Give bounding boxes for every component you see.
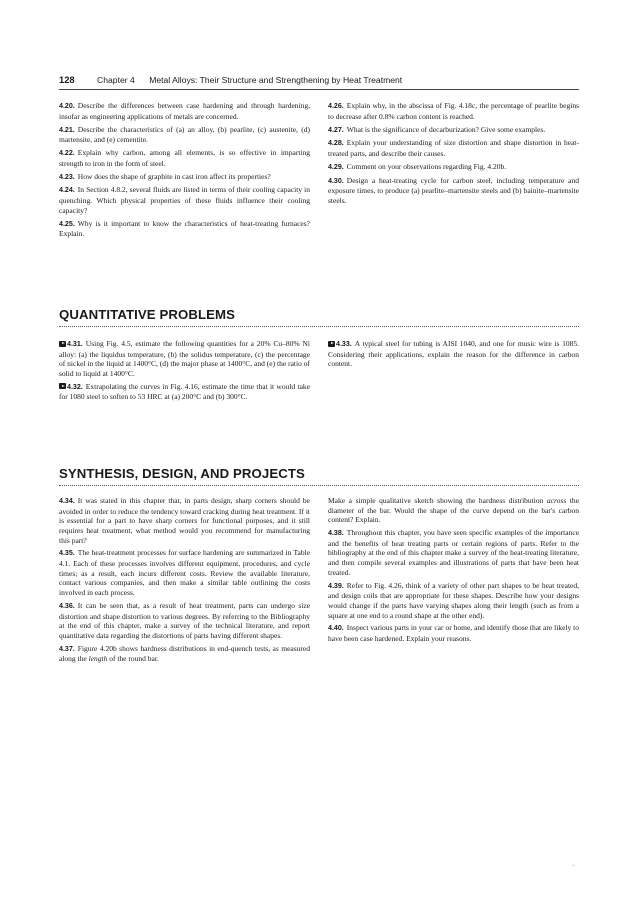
synthesis-right-column (328, 496, 579, 667)
problem-4-22: 4.22. Explain why carbon, among all elements, is so effective in imparting strength to iron in the form of steel. (59, 148, 310, 168)
problem-4-26: 4.26. Explain why, in the abscissa of Fig. 4.18c, the percentage of pearlite begins to decrease after 0.8% carbon content is reached. (328, 101, 579, 121)
problem-4-37-continued: Make a simple qualitative sketch showing the hardness distribution across the diameter of the bar. Would the shape of the curve depend on the bar's carbon content? Explain. (328, 496, 579, 525)
problem-4-30: 4.30. Design a heat-treating cycle for carbon steel, including temperature and exposure times, to produce (a) pearlite–martensite steels and (b) bainite–martensite steels. (328, 175, 579, 205)
section-rule-synthesis (59, 485, 579, 486)
problem-4-37: 4.37. Figure 4.20b shows hardness distributions in end-quench tests, as measured along the length of the round bar. (59, 643, 310, 664)
page-number: 128 (59, 74, 75, 85)
chapter-title: Metal Alloys: Their Structure and Strengthening by Heat Treatment (149, 75, 403, 85)
problem-4-28: 4.28. Explain your understanding of size distortion and shape distortion in heat-treated parts, and describe their causes. (328, 138, 579, 158)
synthesis-problems (59, 496, 579, 667)
chapter-label: Chapter 4 (97, 75, 135, 85)
video-icon (328, 341, 335, 347)
problem-4-20: 4.20. Describe the differences between case hardening and through hardening, insofar as engineering applications of metals are concerned. (59, 101, 310, 121)
section-title-synthesis: SYNTHESIS, DESIGN, AND PROJECTS (59, 466, 305, 481)
problem-4-33: 4.33. A typical steel for tubing is AISI 1040, and one for music wire is 1085. Considering their applications, explain the reason for the difference in carbon content. (328, 339, 579, 369)
problem-4-35: 4.35. The heat-treatment processes for surface hardening are summarized in Table 4.1. Each of these processes involves different equipment, procedures, and cycle times; as a result, each incurs different costs. Review the available literature, contact various companies, and then make a similar table outlining the costs involved in each process. (59, 548, 310, 598)
quantitative-left-column (59, 339, 310, 405)
section-rule-quantitative (59, 326, 579, 327)
video-icon (59, 383, 66, 389)
problem-4-34: 4.34. It was stated in this chapter that, in parts design, sharp corners should be avoided in order to reduce the tendency toward cracking during heat treatment. If it is essential for a part to have sharp corners for functional purposes, and it still requires heat treatment, what method would you recommend for manufacturing this part? (59, 496, 310, 545)
synthesis-left-column (59, 496, 310, 667)
problem-4-23: 4.23. How does the shape of graphite in cast iron affect its properties? (59, 171, 271, 181)
problem-4-27: 4.27. What is the significance of decarburization? Give some examples. (328, 124, 546, 134)
page-mark: · (572, 862, 575, 870)
problem-4-39: 4.39. Refer to Fig. 4.26, think of a variety of other part shapes to be heat treated, and design coils that are appropriate for these shapes. Describe how your designs would change if the parts have varying shapes along their length (such as from a square at one end to a round shape at the other end). (328, 580, 579, 620)
problem-4-38: 4.38. Throughout this chapter, you have seen specific examples of the importance and the benefits of heat treating parts or certain regions of parts. Refer to the bibliography at the end of this chapter make a survey of the heat-treating literature, and then compile several examples and illustrations of parts that have been heat treated. (328, 528, 579, 577)
problem-4-32: 4.32. Extrapolating the curves in Fig. 4.16, estimate the time that it would take for 1080 steel to soften to 53 HRC at (a) 200°C and (b) 300°C. (59, 381, 310, 402)
problem-4-36: 4.36. It can be seen that, as a result of heat treatment, parts can undergo size distortion and shape distortion to various degrees. By referring to the Bibliography at the end of this chapter, make a survey of the technical literature, and report quantitative data regarding the distortions of parts having different shapes. (59, 600, 310, 640)
review-left-column (59, 101, 310, 242)
problem-4-40: 4.40. Inspect various parts in your car or home, and identify those that are likely to have been case hardened. Explain your reasons. (328, 623, 579, 644)
quantitative-right-column (328, 339, 579, 405)
review-right-column (328, 101, 579, 242)
problem-4-31: 4.31. Using Fig. 4.5, estimate the following quantities for a 20% Cu–80% Ni alloy: (a) the liquidus temperature, (b) the solidus temperature, (c) the percentage of nickel in the liquid at 1400°C, (d) the major phase at 1400°C, and (e) the ratio of solid to liquid at 1400°C. (59, 339, 310, 378)
quantitative-problems (59, 339, 579, 405)
video-icon (59, 341, 66, 347)
problem-4-25: 4.25. Why is it important to know the characteristics of heat-treating furnaces? Explain. (59, 218, 310, 239)
review-questions (59, 101, 579, 242)
section-title-quantitative: QUANTITATIVE PROBLEMS (59, 307, 235, 322)
problem-4-21: 4.21. Describe the characteristics of (a) an alloy, (b) pearlite, (c) austenite, (d) martensite, and (e) cementite. (59, 124, 310, 145)
problem-4-24: 4.24. In Section 4.8.2, several fluids are listed in terms of their cooling capacity in quenching. Which physical properties of these fluids influence their cooling capacity? (59, 185, 310, 215)
header-rule (59, 89, 579, 90)
running-head (59, 74, 579, 85)
problem-4-29: 4.29. Comment on your observations regarding Fig. 4.20b. (328, 161, 507, 171)
